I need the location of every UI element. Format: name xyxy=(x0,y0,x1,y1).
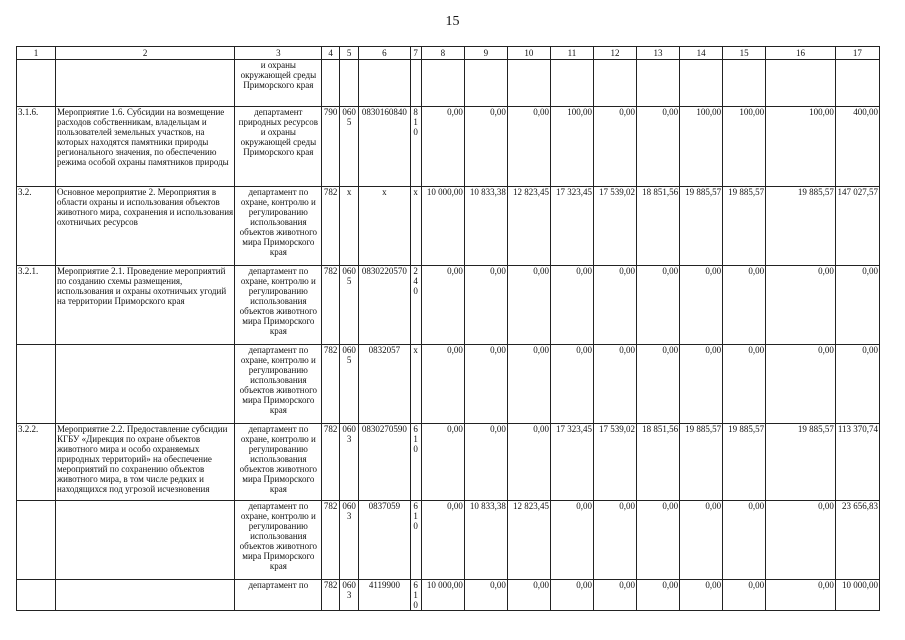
table-cell: 17 539,02 xyxy=(593,187,636,266)
table-cell: департамент по охране, контролю и регулированию использования объектов животного мира Приморского края xyxy=(235,345,322,424)
table-cell: 0,00 xyxy=(507,345,550,424)
column-header: 6 xyxy=(359,47,410,60)
table-cell: Мероприятие 2.2. Предоставление субсидии КГБУ «Дирекция по охране объектов животного мира и особо охраняемых природных территорий» на обеспечение мероприятий по сохранению объектов животного мира, в том числе редких и находящихся под угрозой исчезновения xyxy=(55,424,234,501)
table-cell: х xyxy=(339,187,358,266)
table-cell xyxy=(723,60,766,107)
table-cell: 0605 xyxy=(339,345,358,424)
table-cell: 0,00 xyxy=(680,345,723,424)
table-cell: 0603 xyxy=(339,424,358,501)
table-cell: 19 885,57 xyxy=(766,187,836,266)
table-row xyxy=(17,501,880,580)
table-cell: х xyxy=(359,187,410,266)
table-cell: 0,00 xyxy=(680,580,723,611)
table-cell: 0,00 xyxy=(723,345,766,424)
column-header: 15 xyxy=(723,47,766,60)
table-cell: 0,00 xyxy=(550,501,593,580)
table-row xyxy=(17,345,880,424)
table-cell: х xyxy=(410,345,421,424)
table-cell xyxy=(17,345,56,424)
table-cell: 782 xyxy=(322,424,339,501)
table-cell xyxy=(339,60,358,107)
table-cell: 0,00 xyxy=(835,345,879,424)
table-cell: 610 xyxy=(410,580,421,611)
header-row xyxy=(17,47,880,60)
column-header: 2 xyxy=(55,47,234,60)
table-cell: 10 000,00 xyxy=(421,187,464,266)
table-cell: 23 656,83 xyxy=(835,501,879,580)
column-header: 11 xyxy=(550,47,593,60)
column-header: 7 xyxy=(410,47,421,60)
table-cell: Мероприятие 2.1. Проведение мероприятий по созданию схемы размещения, использования и охраны охотничьих угодий на территории Приморского края xyxy=(55,266,234,345)
table-cell: 12 823,45 xyxy=(507,501,550,580)
table-cell xyxy=(359,60,410,107)
table-cell: 0,00 xyxy=(723,580,766,611)
table-cell xyxy=(55,501,234,580)
table-cell: 0,00 xyxy=(766,580,836,611)
page-number: 15 xyxy=(445,14,460,29)
table-row xyxy=(17,107,880,187)
table-cell: 0,00 xyxy=(464,580,507,611)
column-header: 4 xyxy=(322,47,339,60)
table-cell: 100,00 xyxy=(680,107,723,187)
table-cell: 0,00 xyxy=(550,345,593,424)
table-cell: 0605 xyxy=(339,107,358,187)
table-cell: 0,00 xyxy=(723,501,766,580)
table-cell: 782 xyxy=(322,501,339,580)
table-cell: 17 539,02 xyxy=(593,424,636,501)
table-cell: 3.1.6. xyxy=(17,107,56,187)
table-cell: 0,00 xyxy=(766,345,836,424)
column-header: 9 xyxy=(464,47,507,60)
table-cell: 3.2.1. xyxy=(17,266,56,345)
table-row xyxy=(17,580,880,611)
table-cell: 0,00 xyxy=(507,424,550,501)
table-cell: 0,00 xyxy=(464,345,507,424)
table-cell xyxy=(322,60,339,107)
table-cell: 0,00 xyxy=(421,501,464,580)
table-cell xyxy=(637,60,680,107)
table-cell: 147 027,57 xyxy=(835,187,879,266)
table-cell: 0,00 xyxy=(637,107,680,187)
table-cell: 790 xyxy=(322,107,339,187)
table-cell: 0,00 xyxy=(507,107,550,187)
table-cell: 100,00 xyxy=(723,107,766,187)
table-cell: 113 370,74 xyxy=(835,424,879,501)
table-cell: 782 xyxy=(322,266,339,345)
table-cell xyxy=(766,60,836,107)
table-cell: 10 833,38 xyxy=(464,187,507,266)
table-cell xyxy=(507,60,550,107)
table-row xyxy=(17,424,880,501)
table-cell: 0605 xyxy=(339,266,358,345)
table-cell: 0,00 xyxy=(421,345,464,424)
table-cell xyxy=(17,60,56,107)
table-row xyxy=(17,187,880,266)
table-cell: 0,00 xyxy=(680,501,723,580)
table-cell xyxy=(410,60,421,107)
table-cell: 3.2. xyxy=(17,187,56,266)
table-row xyxy=(17,60,880,107)
table-cell: 0,00 xyxy=(550,266,593,345)
table-cell: 0,00 xyxy=(766,266,836,345)
table-cell: 18 851,56 xyxy=(637,187,680,266)
column-header: 10 xyxy=(507,47,550,60)
table-cell: 0837059 xyxy=(359,501,410,580)
table-cell: 0,00 xyxy=(421,107,464,187)
table-cell: департамент по xyxy=(235,580,322,611)
column-header: 16 xyxy=(766,47,836,60)
column-header: 5 xyxy=(339,47,358,60)
table-cell: 0,00 xyxy=(507,266,550,345)
table-cell xyxy=(835,60,879,107)
table-cell: 10 000,00 xyxy=(835,580,879,611)
table-cell: 17 323,45 xyxy=(550,424,593,501)
table-cell: 100,00 xyxy=(766,107,836,187)
table-cell xyxy=(421,60,464,107)
table-cell: х xyxy=(410,187,421,266)
table-cell: 0,00 xyxy=(637,501,680,580)
table-cell: 0,00 xyxy=(421,424,464,501)
table-cell: 782 xyxy=(322,580,339,611)
table-cell: 610 xyxy=(410,424,421,501)
table-cell: 782 xyxy=(322,345,339,424)
table-cell: 400,00 xyxy=(835,107,879,187)
table-cell: 0,00 xyxy=(835,266,879,345)
table-cell: 0830270590 xyxy=(359,424,410,501)
table-cell: 0,00 xyxy=(593,580,636,611)
table-cell: 19 885,57 xyxy=(723,187,766,266)
table-cell: 19 885,57 xyxy=(680,424,723,501)
table-cell: 0,00 xyxy=(550,580,593,611)
table-cell: 610 xyxy=(410,501,421,580)
table-cell: 10 833,38 xyxy=(464,501,507,580)
table-cell: 0,00 xyxy=(723,266,766,345)
table-cell: Основное мероприятие 2. Мероприятия в области охраны и использования объектов животного мира, сохранения и использования охотничьих ресурсов xyxy=(55,187,234,266)
table-cell: 0,00 xyxy=(464,107,507,187)
table-cell: департамент по охране, контролю и регулированию использования объектов животного мира Приморского края xyxy=(235,424,322,501)
table-cell: 0603 xyxy=(339,580,358,611)
column-header: 1 xyxy=(17,47,56,60)
table-cell: департамент по охране, контролю и регулированию использования объектов животного мира Приморского края xyxy=(235,501,322,580)
table-cell: 0,00 xyxy=(507,580,550,611)
table-cell: департамент по охране, контролю и регулированию использования объектов животного мира Приморского края xyxy=(235,266,322,345)
table-row xyxy=(17,266,880,345)
table-cell xyxy=(593,60,636,107)
table-cell: 100,00 xyxy=(550,107,593,187)
table-cell: 810 xyxy=(410,107,421,187)
table-cell: Мероприятие 1.6. Субсидии на возмещение расходов собственникам, владельцам и пользователей земельных участков, на которых находятся памятники природы регионального значения, по обеспечению режима особой охраны памятников природы xyxy=(55,107,234,187)
table-cell: 19 885,57 xyxy=(680,187,723,266)
table-cell: 0603 xyxy=(339,501,358,580)
column-header: 14 xyxy=(680,47,723,60)
table-cell: департамент по охране, контролю и регулированию использования объектов животного мира Приморского края xyxy=(235,187,322,266)
table-cell: 3.2.2. xyxy=(17,424,56,501)
table-cell xyxy=(17,580,56,611)
table-cell xyxy=(680,60,723,107)
table-cell: 0,00 xyxy=(464,266,507,345)
table-cell: и охраны окружающей среды Приморского края xyxy=(235,60,322,107)
table-cell: 12 823,45 xyxy=(507,187,550,266)
table-cell xyxy=(55,580,234,611)
table-cell: 4119900 xyxy=(359,580,410,611)
table-cell: 0,00 xyxy=(680,266,723,345)
table-cell: 0830160840 xyxy=(359,107,410,187)
table-cell: 0,00 xyxy=(421,266,464,345)
table-cell: 0830220570 xyxy=(359,266,410,345)
table-cell xyxy=(17,501,56,580)
table-cell: 0,00 xyxy=(766,501,836,580)
table-cell: 782 xyxy=(322,187,339,266)
table-cell xyxy=(55,60,234,107)
table-cell: 0,00 xyxy=(593,266,636,345)
table-cell: 17 323,45 xyxy=(550,187,593,266)
column-header: 8 xyxy=(421,47,464,60)
table-cell: 19 885,57 xyxy=(766,424,836,501)
table-cell: 0,00 xyxy=(593,501,636,580)
column-header: 3 xyxy=(235,47,322,60)
table-cell: 0,00 xyxy=(637,266,680,345)
budget-table xyxy=(16,46,880,611)
column-header: 12 xyxy=(593,47,636,60)
table-cell xyxy=(464,60,507,107)
table-cell: департамент природных ресурсов и охраны окружающей среды Приморского края xyxy=(235,107,322,187)
table-cell: 240 xyxy=(410,266,421,345)
column-header: 17 xyxy=(835,47,879,60)
table-cell: 0,00 xyxy=(593,107,636,187)
table-cell xyxy=(55,345,234,424)
table-cell: 18 851,56 xyxy=(637,424,680,501)
column-header: 13 xyxy=(637,47,680,60)
table-cell: 0,00 xyxy=(593,345,636,424)
table-cell: 0,00 xyxy=(637,580,680,611)
table-cell: 0,00 xyxy=(637,345,680,424)
table-cell: 0,00 xyxy=(464,424,507,501)
table-cell: 19 885,57 xyxy=(723,424,766,501)
table-cell xyxy=(550,60,593,107)
table-cell: 10 000,00 xyxy=(421,580,464,611)
table-cell: 0832057 xyxy=(359,345,410,424)
